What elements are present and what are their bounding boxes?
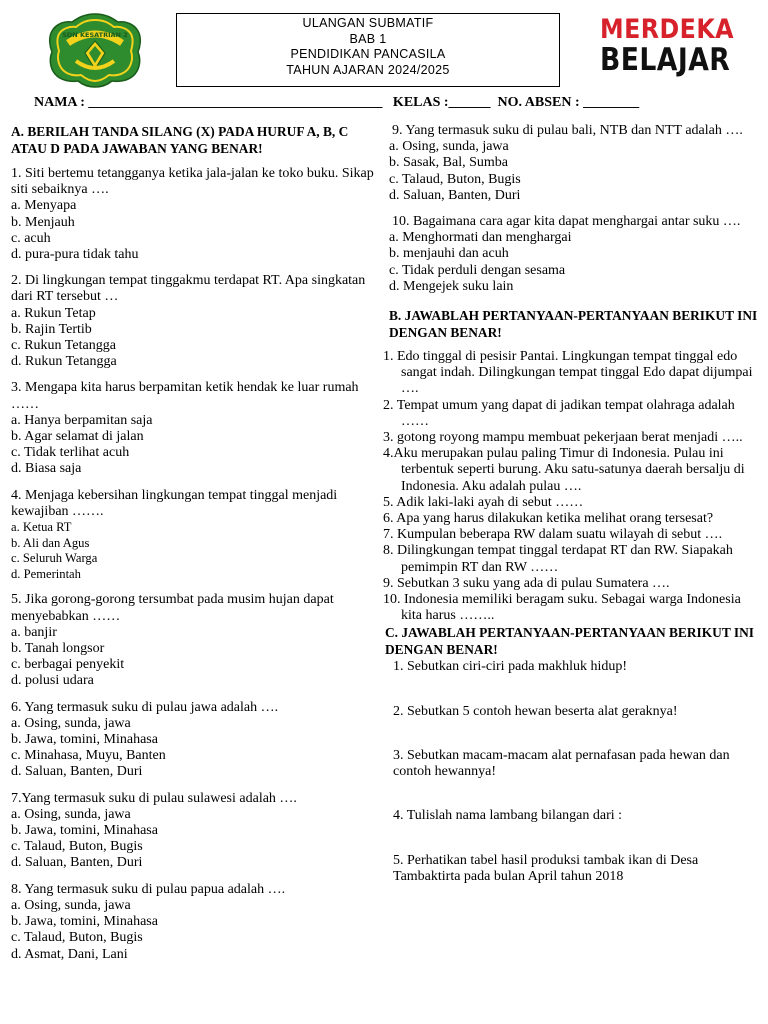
section-b-list <box>383 349 761 624</box>
option-b[interactable]: b. Jawa, tomini, Minahasa <box>11 914 158 930</box>
option-d[interactable]: d. pura-pura tidak tahu <box>11 247 139 263</box>
option-a[interactable]: a. Osing, sunda, jawa <box>11 897 131 913</box>
question-7 <box>11 791 383 872</box>
option-c[interactable]: c. Tidak perduli dengan sesama <box>389 262 566 278</box>
section-c-item: 5. Perhatikan tabel hasil produksi tambak ikan di Desa Tambaktirta pada bulan April tahun 2018 <box>393 852 699 884</box>
section-c-item: 2. Sebutkan 5 contoh hewan beserta alat geraknya! <box>393 703 678 719</box>
option-d[interactable]: d. Saluan, Banten, Duri <box>11 764 143 780</box>
question-3 <box>11 380 383 477</box>
option-c[interactable]: c. Talaud, Buton, Bugis <box>11 839 143 855</box>
option-d[interactable]: d. Saluan, Banten, Duri <box>389 187 521 203</box>
question-8 <box>11 882 383 963</box>
option-b[interactable]: b. Sasak, Bal, Sumba <box>389 155 508 171</box>
question-1 <box>11 166 383 263</box>
option-b[interactable]: b. Jawa, tomini, Minahasa <box>11 823 158 839</box>
option-a[interactable]: a. Rukun Tetap <box>11 305 96 321</box>
exam-title-box <box>176 13 560 87</box>
option-c[interactable]: c. Seluruh Warga <box>11 551 98 566</box>
option-d[interactable]: d. Pemerintah <box>11 566 81 581</box>
option-b[interactable]: b. Ali dan Agus <box>11 535 90 550</box>
left-column <box>11 123 383 963</box>
section-b-item: 10. Indonesia memiliki beragam suku. Sebagai warga Indonesia kita harus …….. <box>383 592 741 624</box>
section-b-title: B. JAWABLAH PERTANYAAN-PERTANYAAN BERIKUT INI DENGAN BENAR! <box>389 308 758 341</box>
question-2 <box>11 273 383 370</box>
option-d[interactable]: d. Mengejek suku lain <box>389 278 514 294</box>
merdeka-belajar-logo <box>600 14 735 78</box>
brand-line-2: BELAJAR <box>600 42 731 78</box>
option-d[interactable]: d. polusi udara <box>11 673 94 689</box>
option-c[interactable]: c. Talaud, Buton, Bugis <box>11 930 143 946</box>
question-text: 7.Yang termasuk suku di pulau sulawesi adalah …. <box>11 790 297 806</box>
section-b-item: 3. gotong royong mampu membuat pekerjaan berat menjadi ….. <box>383 430 743 446</box>
option-d[interactable]: d. Asmat, Dani, Lani <box>11 946 128 962</box>
option-a[interactable]: a. banjir <box>11 624 57 640</box>
option-c[interactable]: c. acuh <box>11 230 51 246</box>
exam-title-line-1: ULANGAN SUBMATIF <box>302 16 434 30</box>
option-c[interactable]: c. Rukun Tetangga <box>11 338 116 354</box>
option-a[interactable]: a. Hanya berpamitan saja <box>11 412 153 428</box>
option-a[interactable]: a. Ketua RT <box>11 520 72 535</box>
section-b-item: 4.Aku merupakan pulau paling Timur di Indonesia. Pulau ini terbentuk seperti burung. Aku satu-satunya daerah bersalju di Indonesia. Aku adalah pulau …. <box>383 446 745 494</box>
logo-text: SDN KESATRIAN 2 <box>62 31 128 39</box>
question-6 <box>11 700 383 781</box>
logo-emblem-icon <box>50 14 141 87</box>
option-a[interactable]: a. Osing, sunda, jawa <box>11 715 131 731</box>
exam-title-line-4: TAHUN AJARAN 2024/2025 <box>286 62 450 77</box>
option-b[interactable]: b. Tanah longsor <box>11 641 105 657</box>
section-c-list <box>389 659 761 884</box>
school-logo <box>46 11 144 89</box>
option-c[interactable]: c. Minahasa, Muyu, Banten <box>11 748 166 764</box>
question-4 <box>11 488 383 583</box>
question-text: 6. Yang termasuk suku di pulau jawa adalah …. <box>11 699 279 715</box>
section-c-item: 4. Tulislah nama lambang bilangan dari : <box>393 808 623 824</box>
question-text: 1. Siti bertemu tetangganya ketika jala-jalan ke toko buku. Sikap siti sebaiknya …. <box>11 166 374 198</box>
section-b-item: 2. Tempat umum yang dapat di jadikan tempat olahraga adalah …… <box>383 397 735 429</box>
option-d[interactable]: d. Saluan, Banten, Duri <box>11 855 143 871</box>
question-5 <box>11 592 383 689</box>
section-b-item: 7. Kumpulan beberapa RW dalam suatu wilayah di sebut …. <box>383 527 723 543</box>
question-text: 5. Jika gorong-gorong tersumbat pada musim hujan dapat menyebabkan …… <box>11 592 334 624</box>
option-a[interactable]: a. Osing, sunda, jawa <box>389 139 509 155</box>
question-text: 2. Di lingkungan tempat tinggakmu terdapat RT. Apa singkatan dari RT tersebut … <box>11 273 366 305</box>
option-b[interactable]: b. Agar selamat di jalan <box>11 429 144 445</box>
option-a[interactable]: a. Menyapa <box>11 198 77 214</box>
section-c-item: 1. Sebutkan ciri-ciri pada makhluk hidup! <box>393 659 628 675</box>
exam-title-line-3: PENDIDIKAN PANCASILA <box>290 47 446 61</box>
question-text: 8. Yang termasuk suku di pulau papua adalah …. <box>11 881 286 897</box>
option-b[interactable]: b. Rajin Tertib <box>11 321 92 337</box>
option-d[interactable]: d. Biasa saja <box>11 461 82 477</box>
option-c[interactable]: c. berbagai penyekit <box>11 657 125 673</box>
question-text: 10. Bagaimana cara agar kita dapat menghargai antar suku …. <box>392 214 741 230</box>
brand-line-1: MERDEKA <box>600 14 735 45</box>
option-c[interactable]: c. Talaud, Buton, Bugis <box>389 171 521 187</box>
question-10 <box>389 214 761 295</box>
option-b[interactable]: b. Menjauh <box>11 214 75 230</box>
exam-title-line-2: BAB 1 <box>349 31 387 46</box>
option-d[interactable]: d. Rukun Tetangga <box>11 354 117 370</box>
section-b-item: 6. Apa yang harus dilakukan ketika melihat orang tersesat? <box>383 511 714 527</box>
section-b-item: 9. Sebutkan 3 suku yang ada di pulau Sumatera …. <box>383 575 670 591</box>
question-text: 9. Yang termasuk suku di pulau bali, NTB dan NTT adalah …. <box>392 123 743 138</box>
question-text: 3. Mengapa kita harus berpamitan ketik hendak ke luar rumah …… <box>11 380 359 412</box>
option-c[interactable]: c. Tidak terlihat acuh <box>11 445 130 461</box>
section-b-item: 5. Adik laki-laki ayah di sebut …… <box>383 494 584 510</box>
student-identity-line[interactable]: NAMA : __________________________________________ KELAS :______ NO. ABSEN : ________ <box>34 95 640 110</box>
option-a[interactable]: a. Osing, sunda, jawa <box>11 806 131 822</box>
section-a-title: A. BERILAH TANDA SILANG (X) PADA HURUF A, B, C ATAU D PADA JAWABAN YANG BENAR! <box>11 124 349 156</box>
section-c-title: C. JAWABLAH PERTANYAAN-PERTANYAAN BERIKUT INI DENGAN BENAR! <box>385 625 754 658</box>
section-b-item: 1. Edo tinggal di pesisir Pantai. Lingkungan tempat tinggal edo sangat indah. Dilingkungan tempat tinggal Edo dapat dijumpai …. <box>383 349 753 397</box>
section-b-item: 8. Dilingkungan tempat tinggal terdapat RT dan RW. Siapakah pemimpin RT dan RW …… <box>383 543 733 575</box>
question-text: 4. Menjaga kebersihan lingkungan tempat tinggal menjadi kewajiban ……. <box>11 487 338 519</box>
option-b[interactable]: b. menjauhi dan acuh <box>389 246 509 262</box>
section-c-item: 3. Sebutkan macam-macam alat pernafasan pada hewan dan contoh hewannya! <box>393 747 730 780</box>
question-9 <box>389 123 761 204</box>
option-a[interactable]: a. Menghormati dan menghargai <box>389 230 572 246</box>
right-column <box>383 123 761 885</box>
option-b[interactable]: b. Jawa, tomini, Minahasa <box>11 732 158 748</box>
